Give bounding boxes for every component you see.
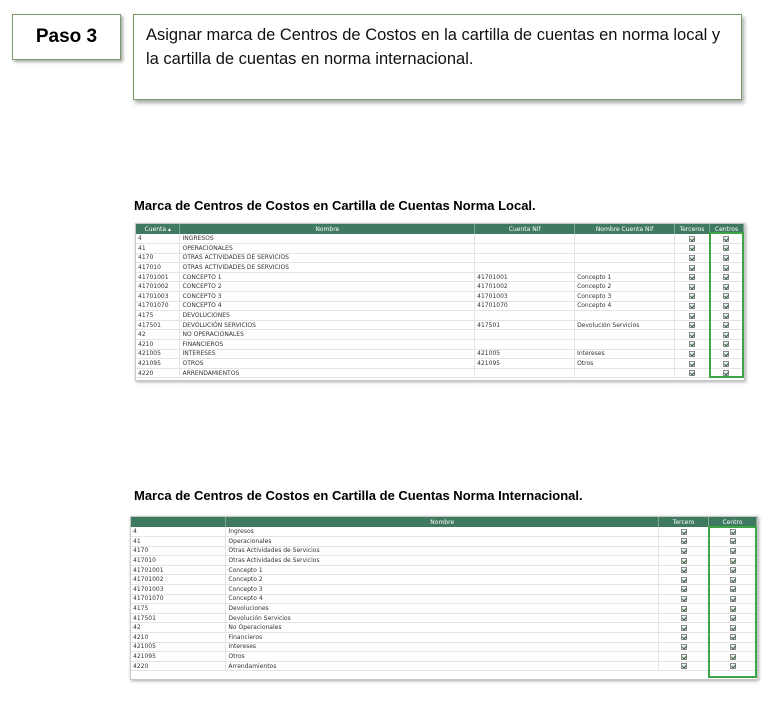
nombre-nif-cell	[575, 340, 675, 350]
nombre-cell: CONCEPTO 3	[180, 292, 475, 302]
nombre-cell: Concepto 3	[226, 585, 659, 595]
centros-column-highlight	[709, 232, 744, 378]
cuenta-cell: 41701001	[131, 565, 226, 575]
cuenta-cell: 41701002	[131, 575, 226, 585]
tercero-checkbox[interactable]	[681, 625, 687, 631]
nombre-nif-cell: Devolución Servicios	[575, 320, 675, 330]
terceros-checkbox[interactable]	[689, 265, 695, 271]
terceros-cell	[675, 272, 710, 282]
table-row[interactable]	[136, 359, 744, 369]
table-row[interactable]	[136, 253, 744, 263]
table-row[interactable]	[136, 311, 744, 321]
tercero-cell	[659, 565, 709, 575]
terceros-cell	[675, 349, 710, 359]
terceros-cell	[675, 234, 710, 244]
step-description: Asignar marca de Centros de Costos en la cartilla de cuentas en norma local y la cartilla de cuentas en norma internacional.	[146, 26, 721, 68]
table-row[interactable]	[131, 537, 757, 547]
nombre-cell: NO OPERACIONALES	[180, 330, 475, 340]
nombre-cell: No Operacionales	[226, 623, 659, 633]
table-row[interactable]	[131, 604, 757, 614]
table-row[interactable]	[136, 282, 744, 292]
step-label-box	[12, 14, 121, 60]
cuenta-cell: 41	[136, 244, 180, 254]
tercero-cell	[659, 527, 709, 537]
table-row[interactable]	[136, 244, 744, 254]
tercero-cell	[659, 623, 709, 633]
cuenta-cell: 41701001	[136, 272, 180, 282]
terceros-checkbox[interactable]	[689, 293, 695, 299]
cuenta-cell: 41701003	[136, 292, 180, 302]
cuenta-cell: 4170	[136, 253, 180, 263]
cuenta-cell: 417010	[131, 556, 226, 566]
international-accounts-table-panel	[130, 516, 758, 680]
table-row[interactable]	[131, 556, 757, 566]
tercero-cell	[659, 613, 709, 623]
tercero-cell	[659, 546, 709, 556]
cuenta-nif-cell	[475, 234, 575, 244]
table-row[interactable]	[136, 368, 744, 378]
local-table-heading: Marca de Centros de Costos en Cartilla de Cuentas Norma Local.	[134, 198, 536, 213]
nombre-cell: INTERESES	[180, 349, 475, 359]
nombre-cell: OTROS	[180, 359, 475, 369]
table-row[interactable]	[136, 330, 744, 340]
table-row[interactable]	[136, 234, 744, 244]
nombre-nif-cell	[575, 234, 675, 244]
nombre-nif-cell	[575, 330, 675, 340]
table-row[interactable]	[136, 340, 744, 350]
column-header-terceros[interactable]: Terceros	[675, 224, 710, 234]
cuenta-cell: 41701003	[131, 585, 226, 595]
local-accounts-table-panel	[135, 223, 745, 381]
tercero-checkbox[interactable]	[681, 567, 687, 573]
tercero-checkbox[interactable]	[681, 586, 687, 592]
column-header-centro[interactable]: Centro	[709, 517, 757, 527]
cuenta-cell: 4	[136, 234, 180, 244]
nombre-cell: Concepto 1	[226, 565, 659, 575]
nombre-nif-cell	[575, 311, 675, 321]
cuenta-nif-cell: 421095	[475, 359, 575, 369]
tercero-checkbox[interactable]	[681, 615, 687, 621]
terceros-checkbox[interactable]	[689, 351, 695, 357]
cuenta-cell: 4220	[136, 368, 180, 378]
nombre-nif-cell	[575, 368, 675, 378]
nombre-cell: Otras Actividades de Servicios	[226, 546, 659, 556]
terceros-checkbox[interactable]	[689, 245, 695, 251]
nombre-cell: Financieros	[226, 633, 659, 643]
nombre-cell: Otras Actividades de Servicios	[226, 556, 659, 566]
nombre-nif-cell: Otros	[575, 359, 675, 369]
nombre-cell: Arrendamientos	[226, 661, 659, 671]
nombre-nif-cell: Concepto 3	[575, 292, 675, 302]
terceros-checkbox[interactable]	[689, 303, 695, 309]
cuenta-cell: 421005	[136, 349, 180, 359]
cuenta-cell: 4175	[136, 311, 180, 321]
international-accounts-table	[131, 517, 757, 671]
tercero-checkbox[interactable]	[681, 548, 687, 554]
terceros-checkbox[interactable]	[689, 313, 695, 319]
column-header-cuenta-intl[interactable]	[131, 517, 226, 527]
column-header-tercero[interactable]: Tercero	[659, 517, 709, 527]
cuenta-nif-cell: 417501	[475, 320, 575, 330]
table-row[interactable]	[136, 349, 744, 359]
cuenta-cell: 41701002	[136, 282, 180, 292]
cuenta-cell: 41	[131, 537, 226, 547]
table-row[interactable]	[136, 301, 744, 311]
nombre-cell: Devoluciones	[226, 604, 659, 614]
table-row[interactable]	[131, 652, 757, 662]
terceros-cell	[675, 301, 710, 311]
cuenta-cell: 41701070	[131, 594, 226, 604]
cuenta-cell: 421095	[131, 652, 226, 662]
nombre-nif-cell	[575, 263, 675, 273]
terceros-cell	[675, 320, 710, 330]
tercero-checkbox[interactable]	[681, 538, 687, 544]
cuenta-nif-cell	[475, 263, 575, 273]
nombre-nif-cell: Concepto 2	[575, 282, 675, 292]
tercero-checkbox[interactable]	[681, 596, 687, 602]
tercero-cell	[659, 633, 709, 643]
terceros-cell	[675, 311, 710, 321]
nombre-cell: OPERACIONALES	[180, 244, 475, 254]
table-row[interactable]	[131, 594, 757, 604]
cuenta-cell: 417501	[136, 320, 180, 330]
table-row[interactable]	[131, 527, 757, 537]
cuenta-cell: 421005	[131, 642, 226, 652]
table-row[interactable]	[131, 661, 757, 671]
terceros-checkbox[interactable]	[689, 255, 695, 261]
nombre-cell: INGRESOS	[180, 234, 475, 244]
nombre-cell: DEVOLUCIONES	[180, 311, 475, 321]
tercero-checkbox[interactable]	[681, 577, 687, 583]
tercero-checkbox[interactable]	[681, 606, 687, 612]
terceros-cell	[675, 263, 710, 273]
cuenta-cell: 4210	[131, 633, 226, 643]
column-header-centros[interactable]: Centros	[709, 224, 743, 234]
tercero-cell	[659, 661, 709, 671]
table-row[interactable]	[136, 272, 744, 282]
table-row[interactable]	[136, 263, 744, 273]
cuenta-cell: 41701070	[136, 301, 180, 311]
column-header-nombre-intl[interactable]: Nombre	[226, 517, 659, 527]
terceros-checkbox[interactable]	[689, 332, 695, 338]
terceros-cell	[675, 292, 710, 302]
nombre-nif-cell	[575, 253, 675, 263]
tercero-checkbox[interactable]	[681, 644, 687, 650]
nombre-nif-cell: Intereses	[575, 349, 675, 359]
nombre-cell: CONCEPTO 1	[180, 272, 475, 282]
terceros-cell	[675, 368, 710, 378]
tercero-checkbox[interactable]	[681, 654, 687, 660]
cuenta-cell: 4210	[136, 340, 180, 350]
tercero-cell	[659, 604, 709, 614]
cuenta-nif-cell	[475, 244, 575, 254]
table-row[interactable]	[131, 565, 757, 575]
cuenta-cell: 421095	[136, 359, 180, 369]
terceros-checkbox[interactable]	[689, 274, 695, 280]
tercero-cell	[659, 585, 709, 595]
nombre-nif-cell: Concepto 4	[575, 301, 675, 311]
cuenta-cell: 4	[131, 527, 226, 537]
cuenta-nif-cell: 41701003	[475, 292, 575, 302]
cuenta-cell: 42	[136, 330, 180, 340]
column-header-nombre[interactable]: Nombre	[180, 224, 475, 234]
terceros-cell	[675, 340, 710, 350]
tercero-cell	[659, 537, 709, 547]
local-table-header-row	[136, 224, 744, 234]
cuenta-nif-cell	[475, 311, 575, 321]
local-accounts-table	[136, 224, 744, 378]
tercero-cell	[659, 556, 709, 566]
nombre-cell: Concepto 2	[226, 575, 659, 585]
column-header-cuenta[interactable]: Cuenta ▴	[136, 224, 180, 234]
terceros-cell	[675, 244, 710, 254]
nombre-cell: CONCEPTO 2	[180, 282, 475, 292]
centro-column-highlight	[708, 526, 757, 678]
cuenta-cell: 42	[131, 623, 226, 633]
cuenta-cell: 4170	[131, 546, 226, 556]
tercero-checkbox[interactable]	[681, 663, 687, 669]
cuenta-cell: 417010	[136, 263, 180, 273]
column-header-nombre-cuenta-nif[interactable]: Nombre Cuenta Nif	[575, 224, 675, 234]
table-row[interactable]	[131, 546, 757, 556]
cuenta-nif-cell: 41701001	[475, 272, 575, 282]
international-table-header-row	[131, 517, 757, 527]
cuenta-cell: 417501	[131, 613, 226, 623]
terceros-cell	[675, 282, 710, 292]
terceros-checkbox[interactable]	[689, 284, 695, 290]
cuenta-nif-cell: 41701070	[475, 301, 575, 311]
nombre-cell: Operacionales	[226, 537, 659, 547]
table-row[interactable]	[136, 292, 744, 302]
terceros-cell	[675, 253, 710, 263]
nombre-cell: ARRENDAMIENTOS	[180, 368, 475, 378]
nombre-cell: OTRAS ACTIVIDADES DE SERVICIOS	[180, 263, 475, 273]
cuenta-nif-cell	[475, 253, 575, 263]
terceros-checkbox[interactable]	[689, 322, 695, 328]
cuenta-nif-cell	[475, 330, 575, 340]
table-row[interactable]	[131, 623, 757, 633]
terceros-checkbox[interactable]	[689, 370, 695, 376]
nombre-cell: Ingresos	[226, 527, 659, 537]
terceros-cell	[675, 359, 710, 369]
nombre-cell: Devolución Servicios	[226, 613, 659, 623]
cuenta-cell: 4175	[131, 604, 226, 614]
cuenta-nif-cell: 41701002	[475, 282, 575, 292]
table-row[interactable]	[136, 320, 744, 330]
tercero-cell	[659, 575, 709, 585]
cuenta-nif-cell	[475, 368, 575, 378]
step-label: Paso 3	[35, 26, 98, 47]
tercero-checkbox[interactable]	[681, 634, 687, 640]
nombre-cell: OTRAS ACTIVIDADES DE SERVICIOS	[180, 253, 475, 263]
table-row[interactable]	[131, 633, 757, 643]
nombre-nif-cell: Concepto 1	[575, 272, 675, 282]
nombre-cell: Intereses	[226, 642, 659, 652]
tercero-cell	[659, 594, 709, 604]
nombre-cell: Otros	[226, 652, 659, 662]
terceros-checkbox[interactable]	[689, 341, 695, 347]
table-row[interactable]	[131, 585, 757, 595]
nombre-nif-cell	[575, 244, 675, 254]
international-table-heading: Marca de Centros de Costos en Cartilla de Cuentas Norma Internacional.	[134, 488, 583, 503]
nombre-cell: DEVOLUCIÓN SERVICIOS	[180, 320, 475, 330]
tercero-cell	[659, 652, 709, 662]
cuenta-nif-cell: 421005	[475, 349, 575, 359]
table-row[interactable]	[131, 575, 757, 585]
cuenta-nif-cell	[475, 340, 575, 350]
step-description-box	[133, 14, 742, 100]
nombre-cell: Concepto 4	[226, 594, 659, 604]
tercero-cell	[659, 642, 709, 652]
table-row[interactable]	[131, 642, 757, 652]
tercero-checkbox[interactable]	[681, 529, 687, 535]
terceros-checkbox[interactable]	[689, 361, 695, 367]
tercero-checkbox[interactable]	[681, 558, 687, 564]
nombre-cell: CONCEPTO 4	[180, 301, 475, 311]
terceros-cell	[675, 330, 710, 340]
terceros-checkbox[interactable]	[689, 236, 695, 242]
table-row[interactable]	[131, 613, 757, 623]
column-header-cuenta-nif[interactable]: Cuenta Nif	[475, 224, 575, 234]
nombre-cell: FINANCIEROS	[180, 340, 475, 350]
cuenta-cell: 4220	[131, 661, 226, 671]
